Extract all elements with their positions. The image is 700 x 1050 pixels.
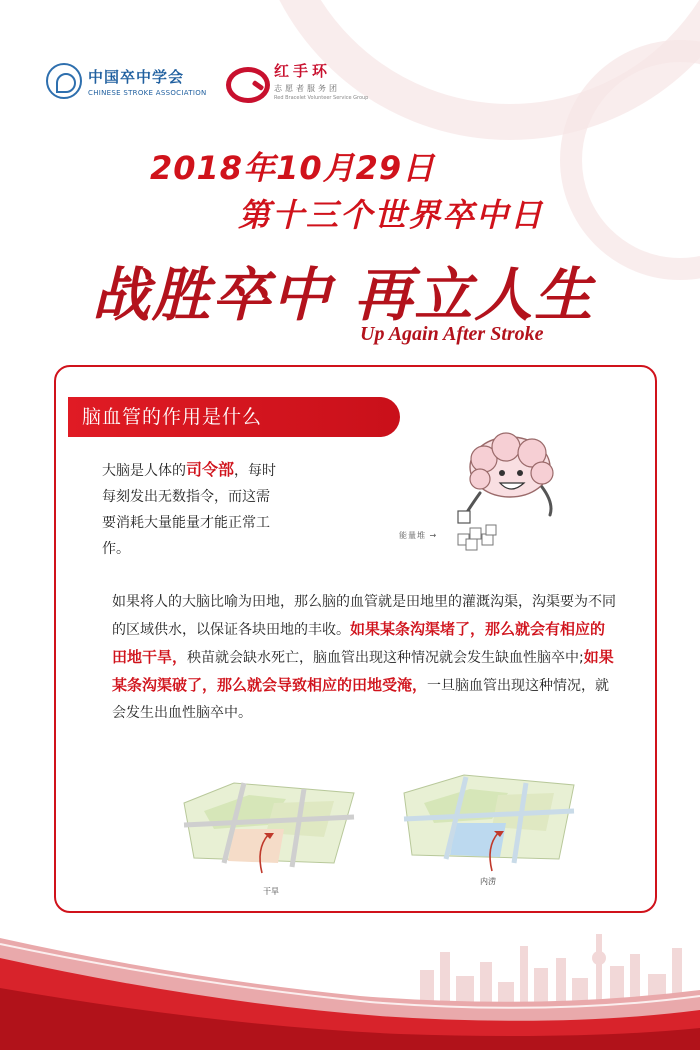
red-bracelet-logo <box>222 60 368 101</box>
event-title: 第十三个世界卒中日 <box>238 196 545 234</box>
red-bracelet-sub-en: Red Bracelet Volunteer Service Group <box>274 95 369 101</box>
red-bracelet-sub-cn: 志愿者服务团 <box>274 84 340 93</box>
slogan-cn: 战胜卒中 再立人生 <box>92 261 595 329</box>
body-highlight-blocked: 如果某条沟渠堵了，那么就会有相应的田地干旱， <box>112 620 606 666</box>
content-card <box>54 365 657 913</box>
bottom-wave-decoration <box>0 918 700 1050</box>
csa-name-en: CHINESE STROKE ASSOCIATION <box>88 88 207 97</box>
intro-highlight: 司令部 <box>186 460 235 479</box>
event-date: 2018年10月29日 <box>150 149 436 187</box>
energy-blocks-icon <box>456 522 502 552</box>
red-bracelet-name-cn: 红手环 <box>274 62 332 80</box>
drought-field-illustration <box>174 763 359 878</box>
body-paragraph: 如果将人的大脑比喻为田地，那么脑的血管就是田地里的灌溉沟渠，沟渠要为不同的区域供水，以保证各块田地的丰收。如果某条沟渠堵了，那么就会有相应的田地干旱，秧苗就会缺水死亡，脑血管出现这种情况就会发生缺血性脑卒中;如果某条沟渠破了，那么就会导致相应的田地受淹，一旦脑血管出现这种情况，就会发生出血性脑卒中。 <box>112 594 616 721</box>
flood-caption: 内涝 <box>480 877 496 886</box>
energy-pile-label: 能量堆 → <box>399 531 438 540</box>
flood-field-illustration <box>394 763 579 878</box>
intro-paragraph: 大脑是人体的司令部，每时每刻发出无数指令，而这需要消耗大量能量才能正常工作。 <box>102 460 277 557</box>
section-title: 脑血管的作用是什么 <box>68 397 400 437</box>
drought-caption: 干旱 <box>263 887 279 896</box>
csa-emblem-icon <box>46 63 82 99</box>
body-highlight-burst: 如果某条沟渠破了，那么就会导致相应的田地受淹， <box>112 648 614 694</box>
csa-name-cn: 中国卒中学会 <box>88 67 185 86</box>
brain-mascot-icon <box>444 431 568 535</box>
red-bracelet-emblem-icon <box>222 63 268 99</box>
csa-logo <box>46 63 207 99</box>
slogan-en: Up Again After Stroke <box>360 323 544 345</box>
